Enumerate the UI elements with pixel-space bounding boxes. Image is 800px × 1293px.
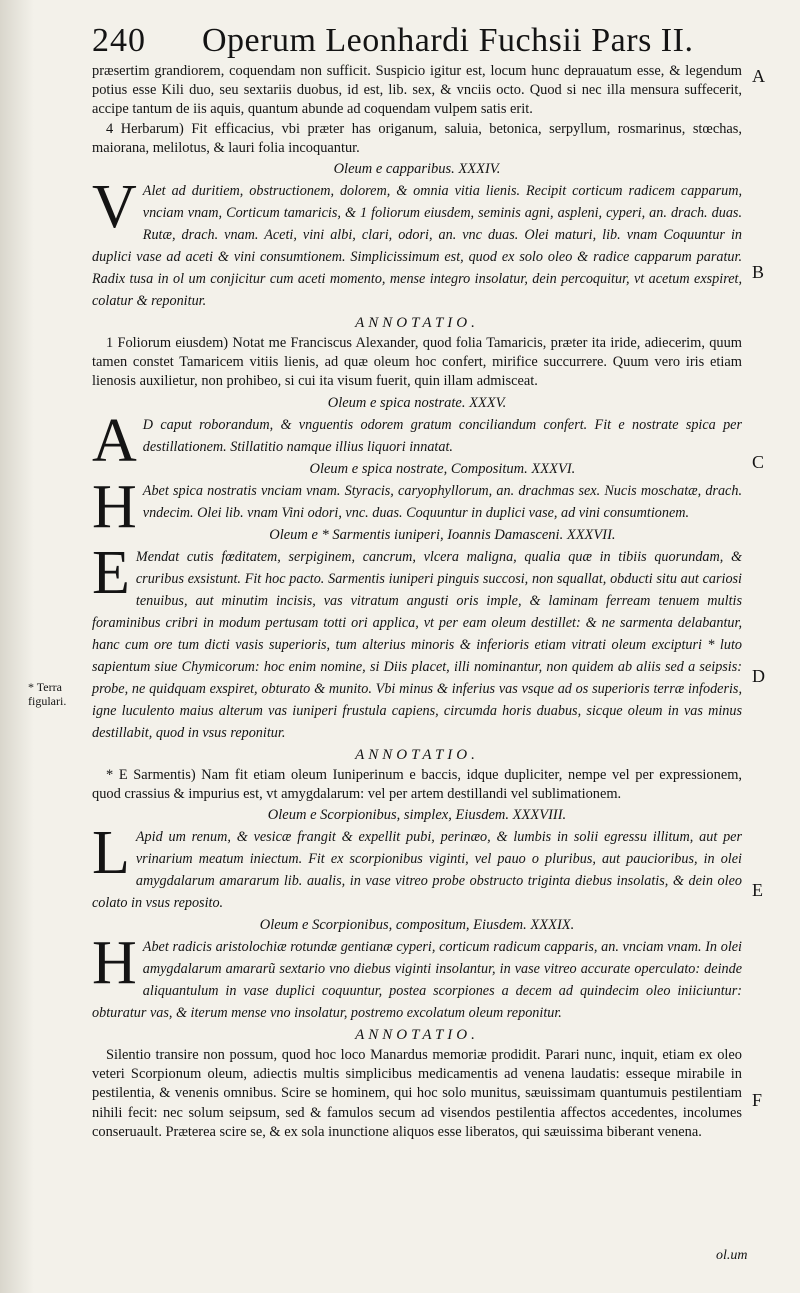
paragraph-1: præsertim grandiorem, coquendam non sufficit. Suspicio igitur est, locum hunc deprauatum esse, & legendum potius esse Kili duo, seu sextariis duobus, id est, lib. sex, & vnciis octo. Quod si nec illa mensura suffecerit, accipe tantum de iis aquis, quantum abunde ad coquendam vulpem satis erit. <box>92 63 742 118</box>
margin-letter-e: E <box>752 880 763 900</box>
annotatio-heading: ANNOTATIO. <box>355 1027 479 1044</box>
recipe-34 <box>92 173 742 312</box>
recipe-title-36: Oleum e spica nostrate, Compositum. XXXVI. <box>309 460 576 477</box>
margin-letter-f: F <box>752 1090 763 1110</box>
drop-cap: V <box>92 173 137 242</box>
page-body <box>92 62 742 1142</box>
running-title: Operum Leonhardi Fuchsii Pars II. <box>202 22 694 59</box>
drop-cap: H <box>92 929 137 998</box>
recipe-title-34: Oleum e capparibus. XXXIV. <box>333 161 501 178</box>
annotation-paragraph-2: * E Sarmentis) Nam fit etiam oleum Iuniperinum e baccis, idque dupliciter, nempe vel per expressionem, quod crassius & impurius est, vt amygdalarum: vel per artem destillandi vel sublimationem. <box>92 766 742 802</box>
drop-cap: H <box>92 472 137 541</box>
annotation-paragraph-3: Silentio transire non possum, quod hoc loco Manardus memoriæ prodidit. Parari nunc, inquit, etiam ex oleo veteri Scorpionum oleum, adiectis multis simplicibus medicamentis ad venena laudatis: esseque mirabile in pestilentia, & venenis omnibus. Scire se hominem, qui hoc solo munitus, sæuissimam quantumuis pestilentiam nihili fecit: nec solum seipsum, sed & famulos secum ad visendos pestilentia affectos accedentes, incolumes conseruault. Præterea scire se, & ex sola inunctione aliquos esse liberatos, qui sæuissima biberant venena. <box>92 1047 742 1140</box>
margin-letter-d: D <box>752 666 765 686</box>
margin-letter-c: C <box>752 452 765 472</box>
recipe-36-text: Abet spica nostratis vnciam vnam. Styracis, caryophyllorum, an. drachmas sex. Nucis moschatæ, drach. vndecim. Olei lib. vnam Vini odori, vnc. duas. Coquuntur in duplici vase, ad vini consumtionem. <box>142 482 742 521</box>
margin-letter-a: A <box>752 66 765 86</box>
recipe-title-37: Oleum e * Sarmentis iuniperi, Ioannis Damasceni. XXXVII. <box>269 526 616 543</box>
recipe-39-text: Abet radicis aristolochiæ rotundæ gentianæ cyperi, corticum radicum capparis, an. vnciam vnam. In olei amygdalarum amararũ sextario vno diebus viginti insolantur, in vase vitreo accurate operculato: deinde aliquantulum in vase duplici coquuntur, postea scorpiones a decem ad quindecim oleo iniiciuntur: obturatur vas, & iterum mense vno insolatur, postremo excolatum oleum reponitur. <box>92 939 742 1022</box>
recipe-37-text: Mendat cutis fœditatem, serpiginem, cancrum, vlcera maligna, qualia quæ in tibiis quorundam, & cruribus exsistunt. Fit hoc pacto. Sarmentis iuniperi pinguis succosi, non squallat, obducti situ aut cariosi tenuibus, aut minutim incisis, vas vitratum angusti oris imple, & laminam ferream tenuem multis foraminibus cribri in modum pertusam totti ori applica, vt per eam oleum destillet: & ne sarmenta delabantur, hanc cum ore tum dicti vasis superioris, tum alterius minoris & inferioris etiam vitrati oleum excipturi * luto sapientum siue Chymicorum: hoc enim nomine, si Diis placet, illi nominantur, non quidem ab aliis sed a seipsis: probe, ne quidquam exspiret, obturato & munito. Vbi minus & inferius vas vsque ad os superioris terræ infoderis, igne luculento maius alterum vas iuniperi frustula capiens, circumda horis duabus, sicque oleum in vas minus destillabit, quod in vsus reponitur. <box>92 548 742 741</box>
recipe-35-text: D caput roborandum, & vnguentis odorem gratum conciliandum confert. Fit e nostrate spica per destillationem. Stillatitio namque illius liquori innatat. <box>142 416 742 455</box>
drop-cap: L <box>92 819 130 888</box>
margin-letter-b: B <box>752 262 765 282</box>
recipe-title-35: Oleum e spica nostrate. XXXV. <box>327 394 507 411</box>
recipe-34-text: Alet ad duritiem, obstructionem, dolorem, & omnia vitia lienis. Recipit corticum radicem capparum, vnciam vnam, Corticum tamaricis, & 1 foliorum eiusdem, seminis agni, aspleni, cyperi, an. drach. duas. Rutæ, drach. vnam. Aceti, vini albi, clari, odori, an. vnc duas. Olei maturi, lib. vnam Coquuntur in duplici vase ad aceti & vini consumtionem. Simplicissimum est, quod ex solo oleo & radice capparum paratur. Radix tusa in ol um conjicitur cum aceti momento, mense integro insolatur, dein percoquitur, vt acetum exspiret, colatur & reponitur. <box>92 183 742 310</box>
recipe-39 <box>92 929 742 1024</box>
page-number: 240 <box>92 22 146 59</box>
recipe-38 <box>92 819 742 914</box>
annotation-paragraph-1: 1 Foliorum eiusdem) Notat me Franciscus Alexander, quod folia Tamaricis, præter ita iride, adiecerim, quum tamen constet Tamaricem vitiis lienis, ad quæ oleum hoc confert, mirifice succurrere. Quum vero iris etiam lienosis auxilietur, non prohibeo, si cui ita visum fuerit, quin illam admisceat. <box>92 335 742 390</box>
catchword: ol.um <box>716 1248 748 1263</box>
annotatio-heading: ANNOTATIO. <box>355 746 479 763</box>
recipe-37 <box>92 538 742 744</box>
recipe-38-text: Apid um renum, & vesicæ frangit & expellit pubi, perinæo, & lumbis in solii egressu illitum, aut per vrinarium meatum iniectum. Fit ex scorpionibus viginti, vel pauo o pluribus, aut paucioribus, in olei amygdalarum amararum lib. aualis, in vase vitreo probe obstructo triginta diebus insolatis, & dein oleo colato in vsus reposito. <box>92 829 742 912</box>
page-gutter-shadow <box>0 0 34 1293</box>
paragraph-2: 4 Herbarum) Fit efficacius, vbi præter has origanum, saluia, betonica, serpyllum, rosmarinus, stœchas, maiorana, melilotus, & lauri folia incoquantur. <box>92 120 742 156</box>
side-note: * Terra figulari. <box>28 680 67 708</box>
recipe-title-39: Oleum e Scorpionibus, compositum, Eiusdem. XXXIX. <box>259 917 575 934</box>
recipe-title-38: Oleum e Scorpionibus, simplex, Eiusdem. XXXVIII. <box>267 807 567 824</box>
page-header <box>92 18 732 68</box>
drop-cap: A <box>92 406 137 475</box>
drop-cap: E <box>92 538 130 607</box>
annotatio-heading: ANNOTATIO. <box>355 315 479 332</box>
